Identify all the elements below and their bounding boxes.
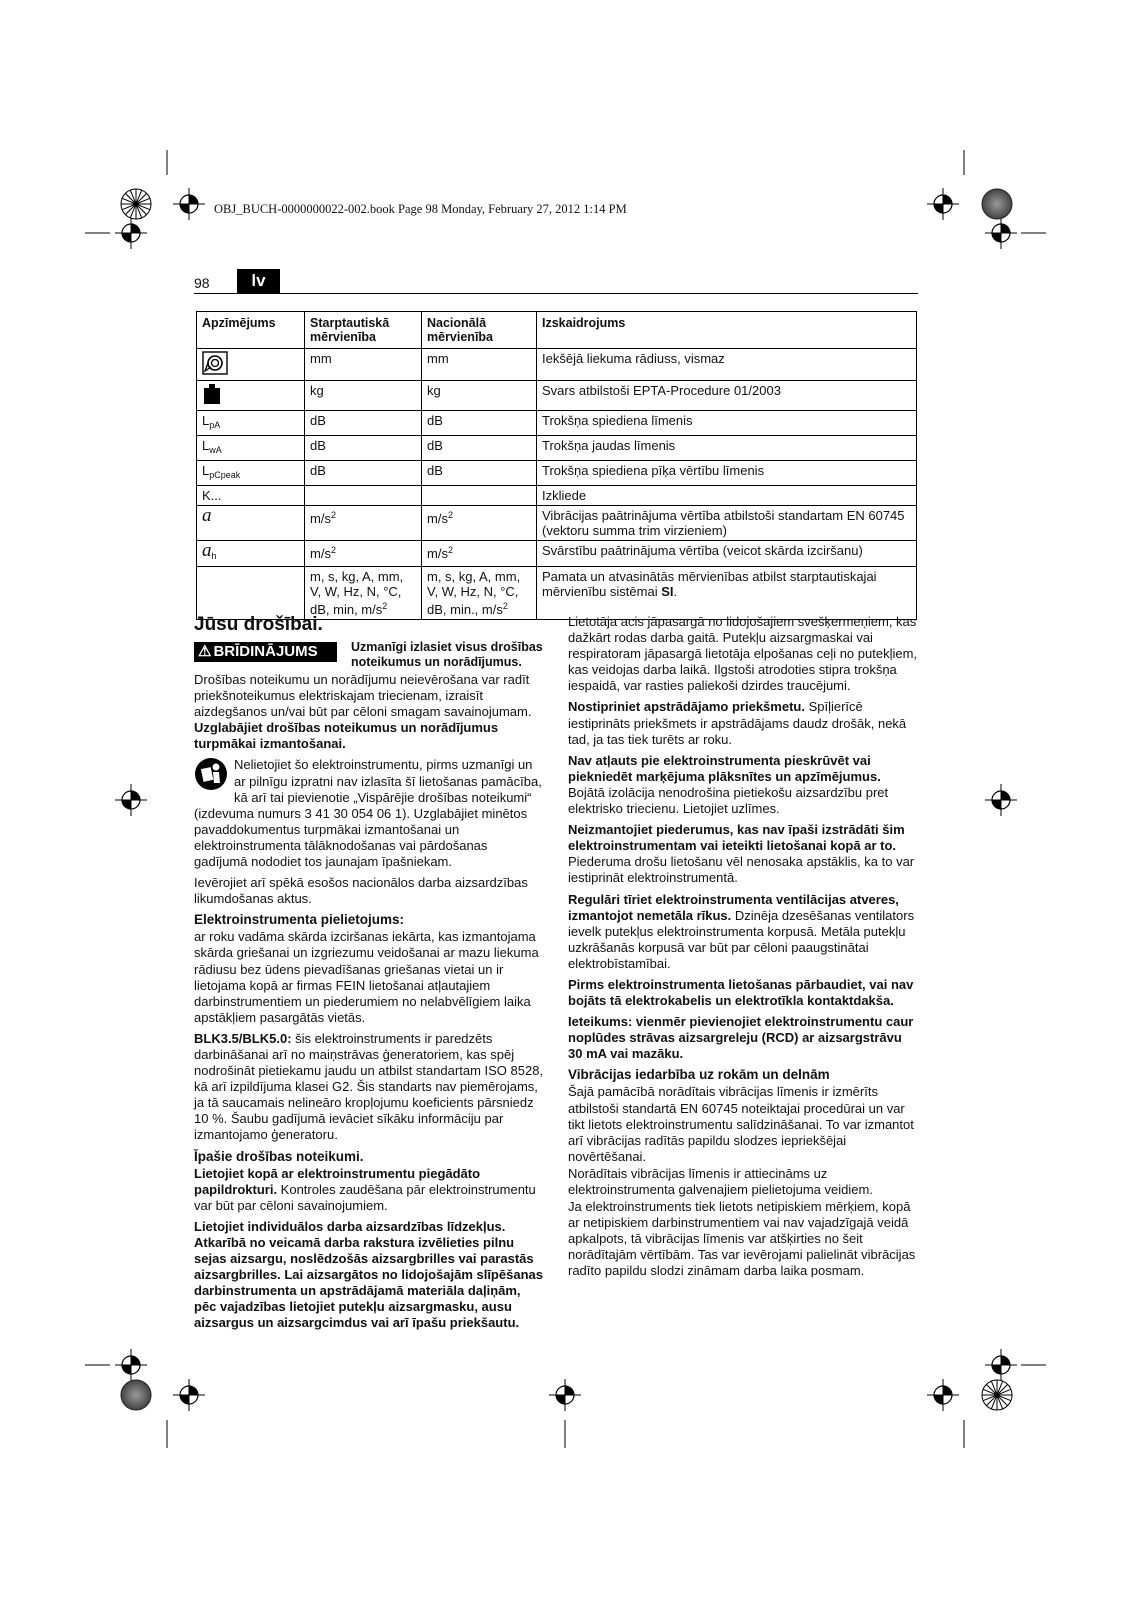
table-cell: Iekšējā liekuma rādiuss, vismaz [537, 349, 917, 381]
symbol-sub: pCpeak [209, 470, 241, 480]
table-cell [305, 567, 422, 620]
paragraph: ar roku vadāma skārda izciršanas iekārta, kas izmantojama skārda griešanai un izgriezumu veidošanai ar mazu liekuma rādiusu bez ūdens pievadīšanas griešanas vietai un ir lietojama kopā ar firmas FEIN lietošanai atļautajiem darbinstrumentiem un piederumiem no nelabvēlīgiem laika apstākļiem pasargātās vietās. [194, 929, 539, 1025]
table-cell [305, 486, 422, 506]
text-bold: Neizmantojiet piederumus, kas nav īpaši izstrādāti šim elektroinstrumentam vai ieteikti lietošanai kopā ar to. [568, 822, 905, 854]
desc-text: Pamata un atvasinātās mērvienības atbilst starptautiskajai mērvienību sistēmai [542, 569, 877, 599]
table-cell: Trokšņa jaudas līmenis [537, 436, 917, 461]
table-cell: Trokšņa spiediena pīķa vērtību līmenis [537, 461, 917, 486]
weight-icon [202, 383, 222, 405]
symbol-cell [197, 461, 305, 486]
table-cell: Svārstību paātrinājuma vērtība (veicot skārda izciršanu) [537, 541, 917, 567]
text-bold: Uzglabājiet drošības noteikumus un norādījumus turpmākai izmantošanai. [194, 720, 499, 752]
desc-end: . [673, 584, 678, 599]
text-bold: Regulāri tīriet elektroinstrumenta ventilācijas atveres, izmantojot nemetāla rīkus. [568, 891, 899, 923]
warning-row [194, 640, 544, 672]
table-cell: dB [305, 411, 422, 436]
section-title: Jūsu drošībai. [194, 614, 323, 635]
unit-list: m, s, kg, A, mm, V, W, Hz, N, °C, dB, min, m/s [310, 569, 404, 617]
read-manual-icon [194, 757, 228, 791]
symbol-main: L [202, 438, 210, 453]
symbol-cell [197, 411, 305, 436]
col-header-intl: Starptautiskā mērvienība [305, 312, 422, 349]
left-column [194, 614, 544, 1336]
table-cell [422, 541, 537, 567]
text-bold: Nav atļauts pie elektroinstrumenta pieskrūvēt vai piekniedēt marķējuma plāksnītes un apzīmējumus. [568, 752, 881, 784]
table-cell: kg [305, 381, 422, 411]
paragraph: Šajā pamācībā norādītais vibrācijas līmenis ir izmērīts atbilstoši standartā EN 60745 noteiktajai procedūrai un var tikt lietots elektroinstrumentu salīdzināšanai. To var izmantot arī vibrācijas radītās papildu slodzes iepriekšējai novērtēšanai. [568, 1084, 914, 1164]
page-number: 98 [194, 275, 210, 291]
paragraph [194, 1031, 544, 1144]
paragraph [194, 672, 544, 752]
symbol-sub: wA [209, 445, 222, 455]
bend-radius-icon [202, 351, 228, 375]
table-row [197, 461, 917, 486]
symbol-cell [197, 436, 305, 461]
text-bold: BLK3.5/BLK5.0: [194, 1030, 292, 1046]
unit-list: m, s, kg, A, mm, V, W, Hz, N, °C, dB, min., m/s [427, 569, 521, 617]
unit-sup: 2 [330, 545, 336, 555]
table-row [197, 506, 917, 541]
symbol-main: a [202, 505, 212, 526]
desc-bold: SI [661, 584, 674, 599]
table-cell: Trokšņa spiediena līmenis [537, 411, 917, 436]
paragraph [194, 757, 544, 870]
table-cell: Svars atbilstoši EPTA-Procedure 01/2003 [537, 381, 917, 411]
text: Spīļierīcē iestiprināts priekšmets ir apstrādājams daudz drošāk, nekā tad, ja tas tiek turēts ar roku. [568, 699, 907, 747]
text-bold: Nostipriniet apstrādājamo priekšmetu. [568, 699, 805, 715]
unit-base: m/s [427, 546, 448, 561]
unit-sup: 2 [447, 545, 453, 555]
paragraph [568, 892, 918, 972]
symbol-sub: pA [209, 420, 221, 430]
paragraph: Pirms elektroinstrumenta lietošanas pārbaudiet, vai nav bojāts tā elektrokabelis un elektrotīkla kontaktdakša. [568, 976, 914, 1009]
paragraph: Ieteikums: vienmēr pievienojiet elektroinstrumentu caur noplūdes strāvas aizsargreleju (RCD) ar aizsargstrāvu 30 mA vai mazāku. [568, 1014, 914, 1062]
symbol-main: L [202, 413, 210, 428]
table-cell: dB [305, 461, 422, 486]
table-row [197, 381, 917, 411]
table-cell: mm [305, 349, 422, 381]
table-cell: dB [422, 436, 537, 461]
col-header-explanation: Izskaidrojums [537, 312, 917, 349]
units-table [196, 311, 917, 620]
table-row [197, 411, 917, 436]
text: Dzinēja dzesēšanas ventilators ievelk putekļus elektroinstrumenta korpusā. Metāla putekļu uzkrāšanās korpusā var būt par cēloni paaugstinātai elektrobīstamībai. [568, 907, 915, 971]
symbol-cell: K... [197, 486, 305, 506]
section-heading: Vibrācijas iedarbība uz rokām un delnām [568, 1067, 830, 1083]
section-heading: Elektroinstrumenta pielietojums: [194, 912, 405, 928]
paragraph [568, 822, 918, 886]
text: šis elektroinstruments ir paredzēts darbināšanai arī no maiņstrāvas ģeneratoriem, kas spēj nodrošināt pietiekamu jaudu un atbilst standartam ISO 8528, kā arī izpildījuma klasei G2. Šis standarts nav piemērojams, ja tā saucamais nelineāro kropļojumu koeficients pārsniedz 10 %. Šaubu gadījumā ievāciet sīkāku informāciju par izmantojamo ģeneratoru. [194, 1030, 544, 1143]
table-cell: kg [422, 381, 537, 411]
book-file-line: OBJ_BUCH-0000000022-002.book Page 98 Monday, February 27, 2012 1:14 PM [214, 202, 627, 216]
table-cell: mm [422, 349, 537, 381]
symbol-cell [197, 381, 305, 411]
paragraph [194, 1166, 544, 1214]
table-cell [305, 506, 422, 541]
table-header-row [197, 312, 917, 349]
table-cell [422, 486, 537, 506]
text: Piederuma drošu lietošanu vēl nenosaka apstāklis, ka to var iestiprināt elektroinstrumentā. [568, 854, 915, 886]
paragraph [568, 699, 918, 747]
text: Drošības noteikumu un norādījumu neievērošana var radīt priekšnoteikumus elektriskajam triecienam, izraisīt aizdegšanos un/vai būt par cēloni smagam savainojumam. [194, 672, 532, 720]
unit-sup: 2 [330, 510, 336, 520]
unit-sup: 2 [502, 601, 508, 611]
table-cell [422, 506, 537, 541]
table-cell: dB [422, 461, 537, 486]
table-row [197, 486, 917, 506]
table-row [197, 436, 917, 461]
text: Kontroles zaudēšana pār elektroinstrumentu var būt par cēloni savainojumiem. [194, 1181, 536, 1213]
symbol-cell [197, 567, 305, 620]
paragraph [568, 753, 918, 817]
table-row [197, 567, 917, 620]
symbol-sub: h [211, 551, 217, 561]
section-heading: Īpašie drošības noteikumi. [194, 1148, 364, 1164]
table-cell: dB [305, 436, 422, 461]
unit-base: m/s [310, 546, 331, 561]
symbol-main: a [202, 540, 212, 561]
table-cell [537, 567, 917, 620]
paragraph: Ievērojiet arī spēkā esošos nacionālos darba aizsardzības likumdošanas aktus. [194, 875, 528, 907]
symbol-cell [197, 349, 305, 381]
text: Nelietojiet šo elektroinstrumentu, pirms uzmanīgi un ar pilnīgu izpratni nav izlasīta šī lietošanas pamācība, kā arī tai pievienotie „Vispārējie drošības noteikumi“ (izdevuma numurs 3 41 30 054 06 1). Uzglabājiet minētos pavaddokumentus turpmākai izmantošanai un elektroinstrumenta tālāknodošanas vai pārdošanas gadījumā nododiet tos jaunajam īpašniekam. [194, 757, 542, 870]
warning-text: Uzmanīgi izlasiet visus drošības noteikumus un norādījumus. [351, 640, 543, 669]
table-cell [305, 541, 422, 567]
warning-triangle-icon: ⚠ [198, 643, 212, 660]
text-bold: Lietojiet kopā ar elektroinstrumentu piegādāto papildrokturi. [194, 1165, 481, 1197]
right-column [568, 614, 918, 1285]
paragraph: Norādītais vibrācijas līmenis ir attiecināms uz elektroinstrumenta galvenajiem pielietojuma veidiem. [568, 1165, 873, 1197]
table-cell: Vibrācijas paātrinājuma vērtība atbilstoši standartam EN 60745 (vektoru summa trim virzieniem) [537, 506, 917, 541]
header-rule [194, 293, 918, 294]
unit-base: m/s [310, 511, 331, 526]
symbol-main: L [202, 463, 210, 478]
table-row [197, 349, 917, 381]
warning-badge [194, 642, 337, 662]
paragraph: Lietojiet individuālos darba aizsardzības līdzekļus. Atkarībā no veicamā darba rakstura izvēlieties pilnu sejas aizsargu, noslēdzošās aizsargbrilles vai parastās aizsargbrilles. Lai aizsargātos no lidojošajām slīpēšanas darbinstrumenta un apstrādājamā materiāla daļiņām, pēc vajadzības lietojiet putekļu aizsargmasku, ausu aizsargus un aizsargcimdus vai arī īpašu priekšautu. [194, 1218, 543, 1331]
unit-sup: 2 [447, 510, 453, 520]
table-cell: dB [422, 411, 537, 436]
table-row [197, 541, 917, 567]
symbol-cell [197, 541, 305, 567]
table-cell [422, 567, 537, 620]
warning-label: BRĪDINĀJUMS [213, 643, 318, 660]
unit-sup: 2 [382, 601, 388, 611]
paragraph: Ja elektroinstruments tiek lietots netipiskiem mērķiem, kopā ar netipiskiem darbinstrumentiem vai nav vajadzīgajā veidā apkalpots, tā vibrācijas līmenis var atšķirties no šeit norādītajām vērtībām. Tas var ievērojami palielināt vibrācijas radīto papildu slodzi zināmam darba laika posmam. [568, 1199, 916, 1279]
symbol-cell [197, 506, 305, 541]
col-header-symbol: Apzīmējums [197, 312, 305, 349]
language-badge: lv [237, 269, 280, 293]
col-header-national: Nacionālā mērvienība [422, 312, 537, 349]
text: Bojātā izolācija nenodrošina pietiekošu aizsardzību pret elektrisko triecienu. Lietojiet uzlīmes. [568, 784, 889, 817]
paragraph: Lietotāja acis jāpasargā no lidojošajiem svešķermeņiem, kas dažkārt rodas darba gaitā. Putekļu aizsargmaskai vai respiratoram jāpasargā lietotāja elpošanas ceļi no putekļiem, kas veidojas darba laikā. Ilgstoši atrodoties stipra trokšņa iespaidā, var rasties paliekoši dzirdes traucējumi. [568, 614, 918, 694]
unit-base: m/s [427, 511, 448, 526]
table-cell: Izkliede [537, 486, 917, 506]
